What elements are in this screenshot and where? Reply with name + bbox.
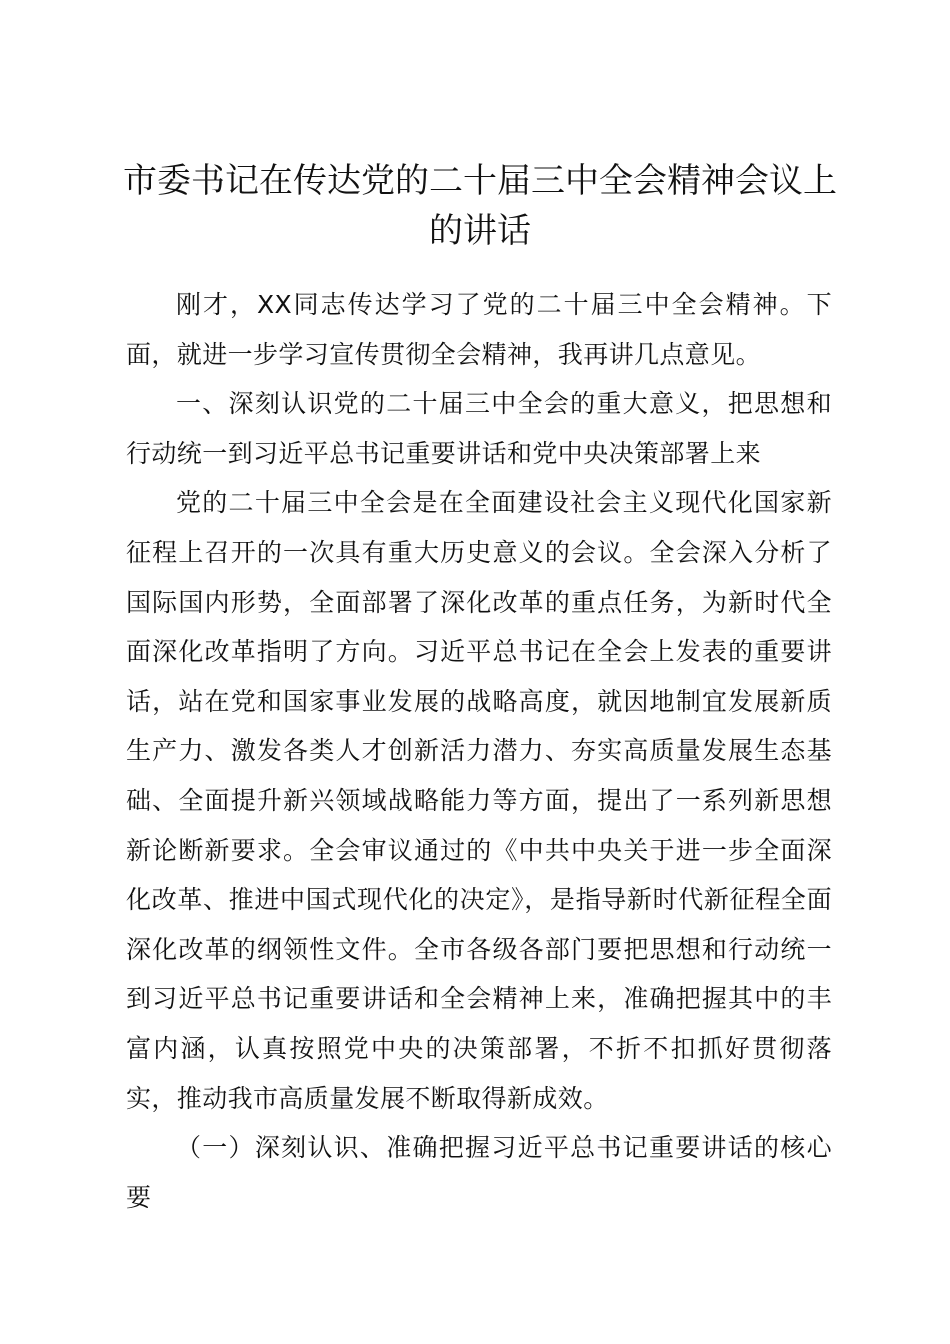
subsection-heading-1: （一）深刻认识、准确把握习近平总书记重要讲话的核心要 [126,1133,832,1212]
document-title: 市委书记在传达党的二十届三中全会精神会议上的讲话 [123,161,837,251]
paragraph-significance: 党的二十届三中全会是在全面建设社会主义现代化国家新征程上召开的一次具有重大历史意义的会议。全会深入分析了国际国内形势，全面部署了深化改革的重点任务，为新时代全面深化改革指明了方向。习近平总书记在全会上发表的重要讲话，站在党和国家事业发展的战略高度，就因地制宜发展新质生产力、激发各类人才创新活力潜力、夯实高质量发展生态基础、全面提升新兴领域战略能力等方面，提出了一系列新思想新论断新要求。全会审议通过的《中共中央关于进一步全面深化改革、推进中国式现代化的决定》，是指导新时代新征程全面深化改革的纲领性文件。全市各级各部门要把思想和行动统一到习近平总书记重要讲话和全会精神上来，准确把握其中的丰富内涵，认真按照党中央的决策部署，不折不扣抓好贯彻落实，推动我市高质量发展不断取得新成效。 [126,488,832,1113]
paragraph-opening: 刚才，XX同志传达学习了党的二十届三中全会精神。下面，就进一步学习宣传贯彻全会精神，我再讲几点意见。 [126,290,832,369]
document-body [126,280,832,1222]
section-heading-1: 一、深刻认识党的二十届三中全会的重大意义，把思想和行动统一到习近平总书记重要讲话和党中央决策部署上来 [126,389,832,468]
